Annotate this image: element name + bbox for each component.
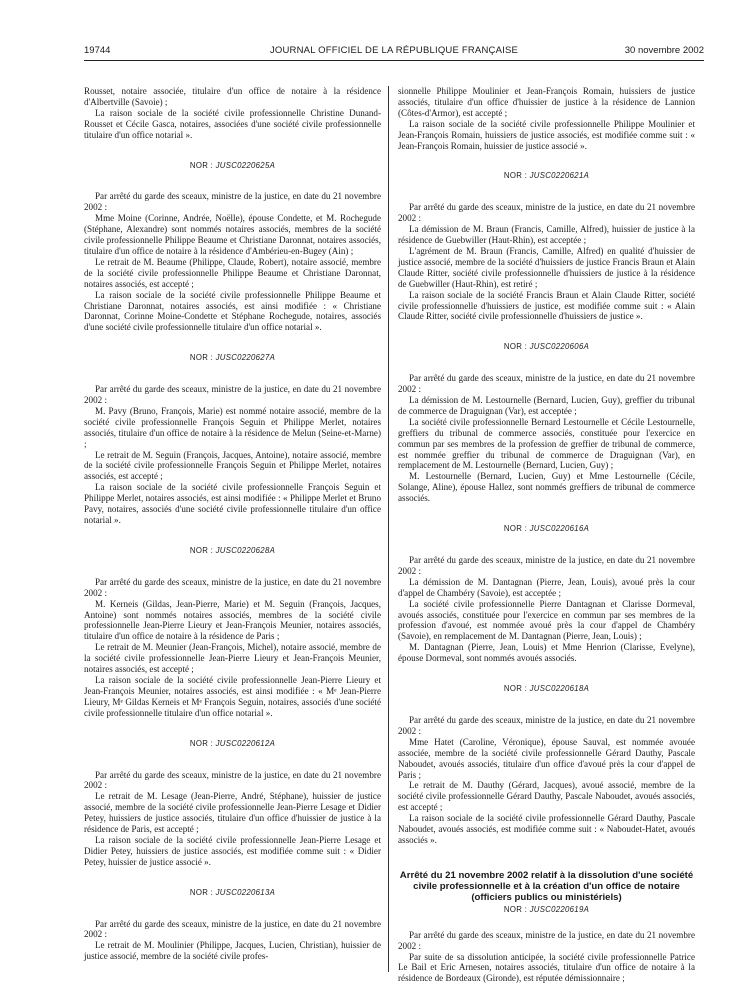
nor-label: NOR : xyxy=(503,904,528,914)
column-divider xyxy=(388,86,389,972)
nor-label: NOR : xyxy=(503,342,528,352)
paragraph: Par arrêté du garde des sceaux, ministre de la justice, en date du 21 novembre 2002 : xyxy=(84,191,381,213)
journal-title: JOURNAL OFFICIEL DE LA RÉPUBLIQUE FRANÇAISE xyxy=(269,45,519,56)
paragraph: Par suite de sa dissolution anticipée, la société civile professionnelle Patrice Le Bail et Eric Arnesen, notaires associés, titulaire d'un office de notaire à la résidence de Bordeaux (Gironde), est réputée démissionnaire ; xyxy=(398,951,695,984)
nor-label: NOR : xyxy=(503,171,528,181)
nor-code: JUSC0220606A xyxy=(529,342,590,352)
page-header xyxy=(84,45,704,59)
paragraph: M. Kerneis (Gildas, Jean-Pierre, Marie) et M. Seguin (François, Jacques, Antoine) sont nommés notaires associés, membres de la société civile professionnelle Jean-Pierre Lieury et Jean-François Meunier, notaires associés, titulaire d'un office de notaire à la résidence de Paris ; xyxy=(84,598,381,642)
paragraph: M. Lestournelle (Bernard, Lucien, Guy) et Mme Lestournelle (Cécile, Solange, Aline), épouse Hallez, sont nommés greffiers de tribunal de commerce associés. xyxy=(398,471,695,504)
left-column xyxy=(84,86,381,962)
paragraph: Par arrêté du garde des sceaux, ministre de la justice, en date du 21 novembre 2002 : xyxy=(398,555,695,576)
paragraph: La raison sociale de la société civile professionnelle François Seguin et Philippe Merlet, notaires associés, est ainsi modifiée : « Philippe Merlet et Bruno Pavy, notaires, associés d'une société civile professionnelle titulaire d'un office notarial ». xyxy=(84,482,381,525)
paragraph: La démission de M. Dantagnan (Pierre, Jean, Louis), avoué près la cour d'appel de Chambéry (Savoie), est acceptée ; xyxy=(398,576,695,598)
paragraph: Mme Moine (Corinne, Andrée, Noëlle), épouse Condette, et M. Rochegude (Stéphane, Alexandre) sont nommés notaires associés, membres de la société civile professionnelle Philippe Beaume et Christiane Daronnat, notaires associés, titulaire d'un office de notaire à la résidence d'Ambérieu-en-Bugey (Ain) ; xyxy=(84,213,381,256)
nor-label: NOR : xyxy=(503,684,528,694)
paragraph: Par arrêté du garde des sceaux, ministre de la justice, en date du 21 novembre 2002 : xyxy=(398,202,695,224)
paragraph: Le retrait de M. Beaume (Philippe, Claude, Robert), notaire associé, membre de la société civile professionnelle Philippe Beaume et Christiane Daronnat, notaires associés, est accepté ; xyxy=(84,256,381,289)
paragraph: Par arrêté du garde des sceaux, ministre de la justice, en date du 21 novembre 2002 : xyxy=(398,373,695,395)
paragraph: Par arrêté du garde des sceaux, ministre de la justice, en date du 21 novembre 2002 : xyxy=(84,918,381,940)
paragraph: Par arrêté du garde des sceaux, ministre de la justice, en date du 21 novembre 2002 : xyxy=(84,576,381,598)
nor-code: JUSC0220618A xyxy=(529,684,590,694)
paragraph: Le retrait de M. Moulinier (Philippe, Jacques, Lucien, Christian), huissier de justice associé, membre de la société civile profes- xyxy=(84,940,381,962)
paragraph: La raison sociale de la société civile professionnelle Jean-Pierre Lesage et Didier Petey, huissiers de justice associés, est modifiée comme suit : « Didier Petey, huissier de justice associé ». xyxy=(84,834,381,867)
paragraph: Le retrait de M. Lesage (Jean-Pierre, André, Stéphane), huissier de justice associé, membre de la société civile professionnelle Jean-Pierre Lesage et Didier Petey, huissiers de justice associés, titulaire d'un office d'huissier de justice à la résidence de Paris, est accepté ; xyxy=(84,791,381,835)
paragraph: La raison sociale de la société civile professionnelle Jean-Pierre Lieury et Jean-François Meunier, notaires associés, est ainsi modifiée : « Mᵉ Jean-Pierre Lieury, Mᵉ Gildas Kerneis et Mᵉ François Seguin, notaires, associés d'une société civile professionnelle titulaire d'un office notarial ». xyxy=(84,674,381,718)
nor-label: NOR : xyxy=(189,887,214,897)
nor-code: JUSC0220627A xyxy=(215,353,276,363)
nor-reference xyxy=(84,353,381,364)
header-rule xyxy=(84,60,704,61)
paragraph: M. Pavy (Bruno, François, Marie) est nommé notaire associé, membre de la société civile professionnelle François Seguin et Philippe Merlet, notaires associés, titulaire d'un office de notaire à la résidence de Melun (Seine-et-Marne) ; xyxy=(84,405,381,449)
paragraph: Par arrêté du garde des sceaux, ministre de la justice, en date du 21 novembre 2002 : xyxy=(84,769,381,791)
paragraph: La société civile professionnelle Pierre Dantagnan et Clarisse Dormeval, avoués associés, constituée pour l'exercice en commun par ses membres de la profession d'avoué, est nommée avoué près la cour d'appel de Chambéry (Savoie), en remplacement de M. Dantagnan (Pierre, Jean, Louis) ; xyxy=(398,598,695,642)
paragraph: Mme Hatet (Caroline, Véronique), épouse Sauval, est nommée avouée associée, membre de la société civile professionnelle Gérard Dauthy, Pascale Naboudet, avoués associés, titulaire d'un office d'avoué près la cour d'appel de Paris ; xyxy=(398,736,695,780)
nor-reference xyxy=(398,342,695,353)
nor-label: NOR : xyxy=(189,545,214,555)
paragraph: Par arrêté du garde des sceaux, ministre de la justice, en date du 21 novembre 2002 : xyxy=(84,384,381,406)
paragraph: La démission de M. Lestournelle (Bernard, Lucien, Guy), greffier du tribunal de commerce de Draguignan (Var), est acceptée ; xyxy=(398,395,695,416)
paragraph: Le retrait de M. Dauthy (Gérard, Jacques), avoué associé, membre de la société civile professionnelle Gérard Dauthy, Pascale Naboudet, avoués associés, est accepté ; xyxy=(398,780,695,813)
nor-code: JUSC0220625A xyxy=(215,160,276,170)
nor-label: NOR : xyxy=(189,738,214,748)
paragraph: L'agrément de M. Braun (Francis, Camille, Alfred) en qualité d'huissier de justice associé, membre de la société d'huissiers de justice Francis Braun et Alain Claude Ritter, société civile professionnelle d'huissiers de justice à la résidence de Guebwiller (Haut-Rhin), est retiré ; xyxy=(398,245,695,289)
nor-reference xyxy=(398,684,695,695)
nor-code: JUSC0220616A xyxy=(529,524,590,534)
nor-code: JUSC0220613A xyxy=(215,887,276,897)
paragraph: La raison sociale de la société civile professionnelle Philippe Beaume et Christiane Daronnat, notaires associés, est ainsi modifiée : « Christiane Daronnat, Corinne Moine-Condette et Stéphane Rochegude, notaires, associés d'une société civile professionnelle titulaire d'un office notarial ». xyxy=(84,289,381,333)
nor-reference xyxy=(398,905,695,916)
nor-code: JUSC0220619A xyxy=(529,904,590,914)
page-number: 19744 xyxy=(84,45,111,56)
nor-reference xyxy=(84,161,381,172)
paragraph: Rousset, notaire associée, titulaire d'un office de notaire à la résidence d'Albertville (Savoie) ; xyxy=(84,86,381,107)
paragraph: sionnelle Philippe Moulinier et Jean-François Romain, huissiers de justice associés, titulaire d'un office d'huissier de justice à la résidence de Lannion (Côtes-d'Armor), est accepté ; xyxy=(398,86,695,118)
right-column xyxy=(398,86,695,984)
nor-reference xyxy=(398,171,695,182)
nor-code: JUSC0220612A xyxy=(215,738,276,748)
paragraph: La démission de M. Braun (Francis, Camille, Alfred), huissier de justice à la résidence de Guebwiller (Haut-Rhin), est acceptée ; xyxy=(398,224,695,246)
nor-reference xyxy=(84,888,381,899)
nor-label: NOR : xyxy=(189,160,214,170)
paragraph: La raison sociale de la société civile professionnelle Christine Dunand-Rousset et Cécile Gasca, notaires, associées d'une société civile professionnelle titulaire d'un office notarial ». xyxy=(84,107,381,140)
paragraph: La raison sociale de la société civile professionnelle Philippe Moulinier et Jean-François Romain, huissiers de justice associés, est modifiée comme suit : « Jean-François Romain, huissier de justice associé ». xyxy=(398,118,695,151)
paragraph: La raison sociale de la société civile professionnelle Gérard Dauthy, Pascale Naboudet, avoués associés, est modifiée comme suit : « Naboudet-Hatet, avoués associés ». xyxy=(398,813,695,845)
nor-reference xyxy=(398,524,695,535)
nor-reference xyxy=(84,546,381,557)
paragraph: Le retrait de M. Seguin (François, Jacques, Antoine), notaire associé, membre de la société civile professionnelle François Seguin et Philippe Merlet, notaires associés, est accepté ; xyxy=(84,449,381,482)
article-title: Arrêté du 21 novembre 2002 relatif à la dissolution d'une société civile professionnelle et à la création d'un office de notaire (officiers publics ou ministériels) xyxy=(399,869,694,903)
paragraph: Par arrêté du garde des sceaux, ministre de la justice, en date du 21 novembre 2002 : xyxy=(398,929,695,951)
paragraph: M. Dantagnan (Pierre, Jean, Louis) et Mme Henrion (Clarisse, Evelyne), épouse Dormeval, sont nommés avoués associés. xyxy=(398,642,695,664)
nor-label: NOR : xyxy=(189,353,214,363)
issue-date: 30 novembre 2002 xyxy=(624,45,704,56)
paragraph: Par arrêté du garde des sceaux, ministre de la justice, en date du 21 novembre 2002 : xyxy=(398,714,695,736)
nor-code: JUSC0220621A xyxy=(529,171,590,181)
paragraph: Le retrait de M. Meunier (Jean-François, Michel), notaire associé, membre de la société civile professionnelle Jean-Pierre Lieury et Jean-François Meunier, notaires associés, est accepté ; xyxy=(84,642,381,675)
nor-code: JUSC0220628A xyxy=(215,545,276,555)
nor-reference xyxy=(84,739,381,750)
nor-label: NOR : xyxy=(503,524,528,534)
paragraph: La société civile professionnelle Bernard Lestournelle et Cécile Lestournelle, greffiers du tribunal de commerce associés, constituée pour l'exercice en commun par ses membres de la profession de greffier de tribunal de commerce, est nommée greffier du tribunal de commerce de Draguignan (Var), en remplacement de M. Lestournelle (Bernard, Lucien, Guy) ; xyxy=(398,416,695,471)
paragraph: La raison sociale de la société Francis Braun et Alain Claude Ritter, société civile professionnelle d'huissiers de justice, est modifiée comme suit : « Alain Claude Ritter, société civile professionnelle d'huissiers de justice ». xyxy=(398,289,695,322)
